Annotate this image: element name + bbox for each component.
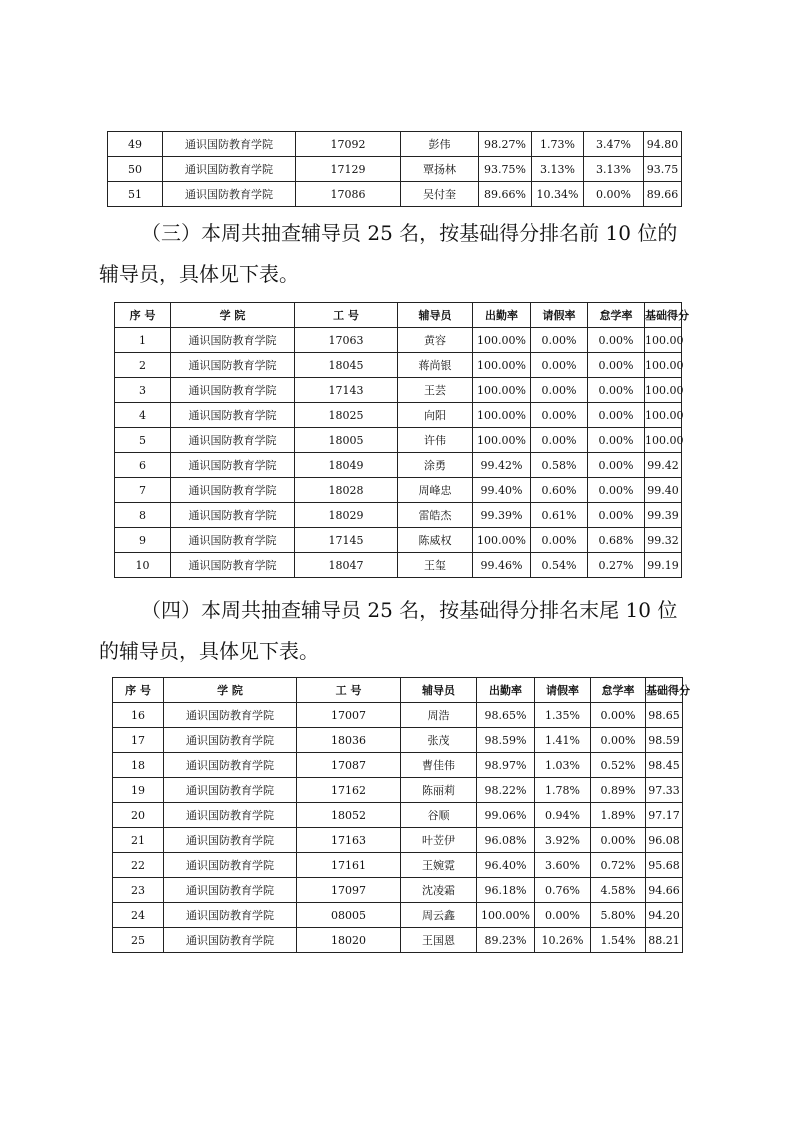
- leave-rate-cell: 1.35%: [535, 703, 591, 728]
- base-score-cell: 100.00: [645, 378, 682, 403]
- header-attendance-cell: 出勤率: [477, 678, 535, 703]
- header-college-cell: 学 院: [164, 678, 297, 703]
- truancy-rate-cell: 4.58%: [591, 878, 646, 903]
- leave-rate-cell: 0.58%: [531, 453, 588, 478]
- staff-id-cell: 18028: [295, 478, 398, 503]
- leave-rate-cell: 0.76%: [535, 878, 591, 903]
- header-attendance-cell: 出勤率: [473, 303, 531, 328]
- rank-cell: 51: [108, 182, 163, 207]
- college-cell: 通识国防教育学院: [163, 157, 296, 182]
- counselor-cell: 陈威权: [398, 528, 473, 553]
- college-cell: 通识国防教育学院: [171, 378, 295, 403]
- attendance-cell: 100.00%: [473, 378, 531, 403]
- counselor-cell: 周峰忠: [398, 478, 473, 503]
- table-row: [113, 803, 683, 828]
- rank-cell: 20: [113, 803, 164, 828]
- attendance-cell: 98.97%: [477, 753, 535, 778]
- base-score-cell: 98.65: [646, 703, 683, 728]
- counselor-cell: 向阳: [398, 403, 473, 428]
- section-4-heading: （四）本周共抽查辅导员 25 名，按基础得分排名末尾 10 位: [141, 598, 678, 622]
- truancy-rate-cell: 0.00%: [588, 453, 645, 478]
- staff-id-cell: 17161: [297, 853, 401, 878]
- attendance-cell: 100.00%: [473, 528, 531, 553]
- base-score-cell: 100.00: [645, 428, 682, 453]
- base-score-cell: 100.00: [645, 328, 682, 353]
- attendance-cell: 100.00%: [473, 328, 531, 353]
- truancy-rate-cell: 0.00%: [588, 428, 645, 453]
- staff-id-cell: 18047: [295, 553, 398, 578]
- attendance-cell: 93.75%: [479, 157, 532, 182]
- base-score-cell: 89.66: [644, 182, 682, 207]
- college-cell: 通识国防教育学院: [171, 353, 295, 378]
- attendance-cell: 100.00%: [477, 903, 535, 928]
- section-4-heading-cont: 的辅导员，具体见下表。: [99, 639, 319, 663]
- base-score-cell: 99.32: [645, 528, 682, 553]
- base-score-cell: 98.59: [646, 728, 683, 753]
- staff-id-cell: 18005: [295, 428, 398, 453]
- college-cell: 通识国防教育学院: [171, 478, 295, 503]
- staff-id-cell: 18029: [295, 503, 398, 528]
- college-cell: 通识国防教育学院: [164, 828, 297, 853]
- attendance-cell: 99.39%: [473, 503, 531, 528]
- truancy-rate-cell: 0.00%: [588, 378, 645, 403]
- base-score-cell: 99.19: [645, 553, 682, 578]
- truancy-rate-cell: 0.89%: [591, 778, 646, 803]
- header-truancy-rate-cell: 怠学率: [591, 678, 646, 703]
- header-staff-id-cell: 工 号: [297, 678, 401, 703]
- counselor-cell: 王芸: [398, 378, 473, 403]
- header-counselor-cell: 辅导员: [401, 678, 477, 703]
- college-cell: 通识国防教育学院: [171, 528, 295, 553]
- staff-id-cell: 17086: [296, 182, 401, 207]
- header-counselor-cell: 辅导员: [398, 303, 473, 328]
- attendance-cell: 98.65%: [477, 703, 535, 728]
- table-body: [115, 328, 682, 578]
- attendance-cell: 98.59%: [477, 728, 535, 753]
- base-score-cell: 93.75: [644, 157, 682, 182]
- truancy-rate-cell: 5.80%: [591, 903, 646, 928]
- base-score-cell: 94.20: [646, 903, 683, 928]
- table-row: [113, 703, 683, 728]
- truancy-rate-cell: 0.00%: [588, 503, 645, 528]
- table-row: [115, 378, 682, 403]
- table-row: [113, 903, 683, 928]
- leave-rate-cell: 0.61%: [531, 503, 588, 528]
- leave-rate-cell: 1.41%: [535, 728, 591, 753]
- attendance-cell: 99.46%: [473, 553, 531, 578]
- college-cell: 通识国防教育学院: [171, 328, 295, 353]
- college-cell: 通识国防教育学院: [163, 182, 296, 207]
- college-cell: 通识国防教育学院: [171, 428, 295, 453]
- truancy-rate-cell: 0.68%: [588, 528, 645, 553]
- section-3-heading: （三）本周共抽查辅导员 25 名，按基础得分排名前 10 位的: [141, 221, 678, 245]
- base-score-cell: 95.68: [646, 853, 683, 878]
- staff-id-cell: 08005: [297, 903, 401, 928]
- ranking-table-continued: [107, 131, 682, 207]
- college-cell: 通识国防教育学院: [164, 703, 297, 728]
- rank-cell: 9: [115, 528, 171, 553]
- table-row: [113, 753, 683, 778]
- counselor-cell: 雷皓杰: [398, 503, 473, 528]
- staff-id-cell: 17097: [297, 878, 401, 903]
- staff-id-cell: 18045: [295, 353, 398, 378]
- truancy-rate-cell: 0.00%: [588, 403, 645, 428]
- leave-rate-cell: 3.13%: [532, 157, 584, 182]
- truancy-rate-cell: 0.00%: [588, 353, 645, 378]
- rank-cell: 25: [113, 928, 164, 953]
- rank-cell: 22: [113, 853, 164, 878]
- staff-id-cell: 18020: [297, 928, 401, 953]
- base-score-cell: 98.45: [646, 753, 683, 778]
- base-score-cell: 100.00: [645, 353, 682, 378]
- table-row: [113, 728, 683, 753]
- table-row: [115, 353, 682, 378]
- table-row: [108, 132, 682, 157]
- truancy-rate-cell: 0.00%: [591, 728, 646, 753]
- base-score-cell: 94.80: [644, 132, 682, 157]
- table-row: [115, 503, 682, 528]
- leave-rate-cell: 0.00%: [531, 328, 588, 353]
- leave-rate-cell: 0.00%: [535, 903, 591, 928]
- attendance-cell: 98.22%: [477, 778, 535, 803]
- rank-cell: 1: [115, 328, 171, 353]
- college-cell: 通识国防教育学院: [163, 132, 296, 157]
- base-score-cell: 96.08: [646, 828, 683, 853]
- table-body: [113, 703, 683, 953]
- rank-cell: 8: [115, 503, 171, 528]
- staff-id-cell: 17087: [297, 753, 401, 778]
- college-cell: 通识国防教育学院: [171, 453, 295, 478]
- truancy-rate-cell: 1.89%: [591, 803, 646, 828]
- counselor-cell: 陈丽莉: [401, 778, 477, 803]
- college-cell: 通识国防教育学院: [171, 503, 295, 528]
- truancy-rate-cell: 0.27%: [588, 553, 645, 578]
- header-rank-cell: 序 号: [113, 678, 164, 703]
- table-body: [108, 132, 682, 207]
- college-cell: 通识国防教育学院: [164, 728, 297, 753]
- rank-cell: 7: [115, 478, 171, 503]
- header-truancy-rate-cell: 怠学率: [588, 303, 645, 328]
- counselor-cell: 蒋尚银: [398, 353, 473, 378]
- counselor-cell: 王玺: [398, 553, 473, 578]
- staff-id-cell: 18025: [295, 403, 398, 428]
- counselor-cell: 周浩: [401, 703, 477, 728]
- table-row: [115, 328, 682, 353]
- truancy-rate-cell: 0.00%: [584, 182, 644, 207]
- header-leave-rate-cell: 请假率: [531, 303, 588, 328]
- counselor-cell: 许伟: [398, 428, 473, 453]
- attendance-cell: 89.23%: [477, 928, 535, 953]
- staff-id-cell: 18036: [297, 728, 401, 753]
- table-row: [115, 453, 682, 478]
- leave-rate-cell: 0.00%: [531, 353, 588, 378]
- leave-rate-cell: 0.00%: [531, 378, 588, 403]
- truancy-rate-cell: 3.47%: [584, 132, 644, 157]
- rank-cell: 50: [108, 157, 163, 182]
- base-score-cell: 94.66: [646, 878, 683, 903]
- table-row: [108, 157, 682, 182]
- rank-cell: 4: [115, 403, 171, 428]
- table-row: [113, 928, 683, 953]
- college-cell: 通识国防教育学院: [164, 878, 297, 903]
- base-score-cell: 99.40: [645, 478, 682, 503]
- section-3-heading-cont: 辅导员，具体见下表。: [99, 262, 299, 286]
- staff-id-cell: 17143: [295, 378, 398, 403]
- leave-rate-cell: 0.54%: [531, 553, 588, 578]
- table-row: [115, 528, 682, 553]
- table-row: [115, 403, 682, 428]
- base-score-cell: 88.21: [646, 928, 683, 953]
- college-cell: 通识国防教育学院: [164, 853, 297, 878]
- college-cell: 通识国防教育学院: [164, 903, 297, 928]
- counselor-cell: 曹佳伟: [401, 753, 477, 778]
- college-cell: 通识国防教育学院: [164, 753, 297, 778]
- rank-cell: 10: [115, 553, 171, 578]
- attendance-cell: 100.00%: [473, 353, 531, 378]
- rank-cell: 19: [113, 778, 164, 803]
- header-staff-id-cell: 工 号: [295, 303, 398, 328]
- staff-id-cell: 17129: [296, 157, 401, 182]
- leave-rate-cell: 0.00%: [531, 428, 588, 453]
- leave-rate-cell: 3.92%: [535, 828, 591, 853]
- counselor-cell: 覃扬林: [401, 157, 479, 182]
- attendance-cell: 100.00%: [473, 403, 531, 428]
- counselor-cell: 王国恩: [401, 928, 477, 953]
- rank-cell: 17: [113, 728, 164, 753]
- college-cell: 通识国防教育学院: [171, 403, 295, 428]
- table-header-row: [115, 303, 682, 328]
- leave-rate-cell: 0.00%: [531, 403, 588, 428]
- rank-cell: 2: [115, 353, 171, 378]
- table-row: [115, 553, 682, 578]
- attendance-cell: 98.27%: [479, 132, 532, 157]
- counselor-cell: 吴付奎: [401, 182, 479, 207]
- table-row: [113, 828, 683, 853]
- base-score-cell: 97.33: [646, 778, 683, 803]
- leave-rate-cell: 10.26%: [535, 928, 591, 953]
- base-score-cell: 97.17: [646, 803, 683, 828]
- rank-cell: 24: [113, 903, 164, 928]
- staff-id-cell: 18052: [297, 803, 401, 828]
- counselor-cell: 涂勇: [398, 453, 473, 478]
- counselor-cell: 王婉霓: [401, 853, 477, 878]
- attendance-cell: 96.18%: [477, 878, 535, 903]
- base-score-cell: 100.00: [645, 403, 682, 428]
- staff-id-cell: 17063: [295, 328, 398, 353]
- base-score-cell: 99.39: [645, 503, 682, 528]
- table-row: [115, 428, 682, 453]
- truancy-rate-cell: 0.00%: [591, 703, 646, 728]
- header-rank-cell: 序 号: [115, 303, 171, 328]
- staff-id-cell: 17145: [295, 528, 398, 553]
- table-row: [115, 478, 682, 503]
- counselor-cell: 沈凌霜: [401, 878, 477, 903]
- rank-cell: 49: [108, 132, 163, 157]
- counselor-cell: 张茂: [401, 728, 477, 753]
- leave-rate-cell: 3.60%: [535, 853, 591, 878]
- staff-id-cell: 17162: [297, 778, 401, 803]
- attendance-cell: 96.08%: [477, 828, 535, 853]
- college-cell: 通识国防教育学院: [164, 928, 297, 953]
- leave-rate-cell: 0.60%: [531, 478, 588, 503]
- header-college-cell: 学 院: [171, 303, 295, 328]
- leave-rate-cell: 1.78%: [535, 778, 591, 803]
- leave-rate-cell: 1.03%: [535, 753, 591, 778]
- staff-id-cell: 17092: [296, 132, 401, 157]
- counselor-cell: 谷顺: [401, 803, 477, 828]
- rank-cell: 23: [113, 878, 164, 903]
- leave-rate-cell: 0.94%: [535, 803, 591, 828]
- attendance-cell: 100.00%: [473, 428, 531, 453]
- attendance-cell: 89.66%: [479, 182, 532, 207]
- top-10-table: [114, 302, 689, 578]
- truancy-rate-cell: 0.72%: [591, 853, 646, 878]
- truancy-rate-cell: 3.13%: [584, 157, 644, 182]
- counselor-cell: 周云鑫: [401, 903, 477, 928]
- truancy-rate-cell: 0.00%: [588, 478, 645, 503]
- table-row: [108, 182, 682, 207]
- truancy-rate-cell: 0.00%: [591, 828, 646, 853]
- header-leave-rate-cell: 请假率: [535, 678, 591, 703]
- header-base-score-cell: 基础得分: [645, 303, 682, 328]
- table-row: [113, 878, 683, 903]
- leave-rate-cell: 10.34%: [532, 182, 584, 207]
- attendance-cell: 99.06%: [477, 803, 535, 828]
- truancy-rate-cell: 0.00%: [588, 328, 645, 353]
- college-cell: 通识国防教育学院: [164, 803, 297, 828]
- rank-cell: 16: [113, 703, 164, 728]
- college-cell: 通识国防教育学院: [171, 553, 295, 578]
- counselor-cell: 叶苙伊: [401, 828, 477, 853]
- table-row: [113, 778, 683, 803]
- leave-rate-cell: 1.73%: [532, 132, 584, 157]
- attendance-cell: 99.42%: [473, 453, 531, 478]
- truancy-rate-cell: 1.54%: [591, 928, 646, 953]
- rank-cell: 21: [113, 828, 164, 853]
- table-header-row: [113, 678, 683, 703]
- staff-id-cell: 17007: [297, 703, 401, 728]
- college-cell: 通识国防教育学院: [164, 778, 297, 803]
- bottom-10-table: [112, 677, 690, 953]
- base-score-cell: 99.42: [645, 453, 682, 478]
- rank-cell: 18: [113, 753, 164, 778]
- leave-rate-cell: 0.00%: [531, 528, 588, 553]
- counselor-cell: 彭伟: [401, 132, 479, 157]
- attendance-cell: 99.40%: [473, 478, 531, 503]
- staff-id-cell: 17163: [297, 828, 401, 853]
- header-base-score-cell: 基础得分: [646, 678, 683, 703]
- rank-cell: 6: [115, 453, 171, 478]
- staff-id-cell: 18049: [295, 453, 398, 478]
- truancy-rate-cell: 0.52%: [591, 753, 646, 778]
- rank-cell: 5: [115, 428, 171, 453]
- rank-cell: 3: [115, 378, 171, 403]
- attendance-cell: 96.40%: [477, 853, 535, 878]
- table-row: [113, 853, 683, 878]
- counselor-cell: 黄容: [398, 328, 473, 353]
